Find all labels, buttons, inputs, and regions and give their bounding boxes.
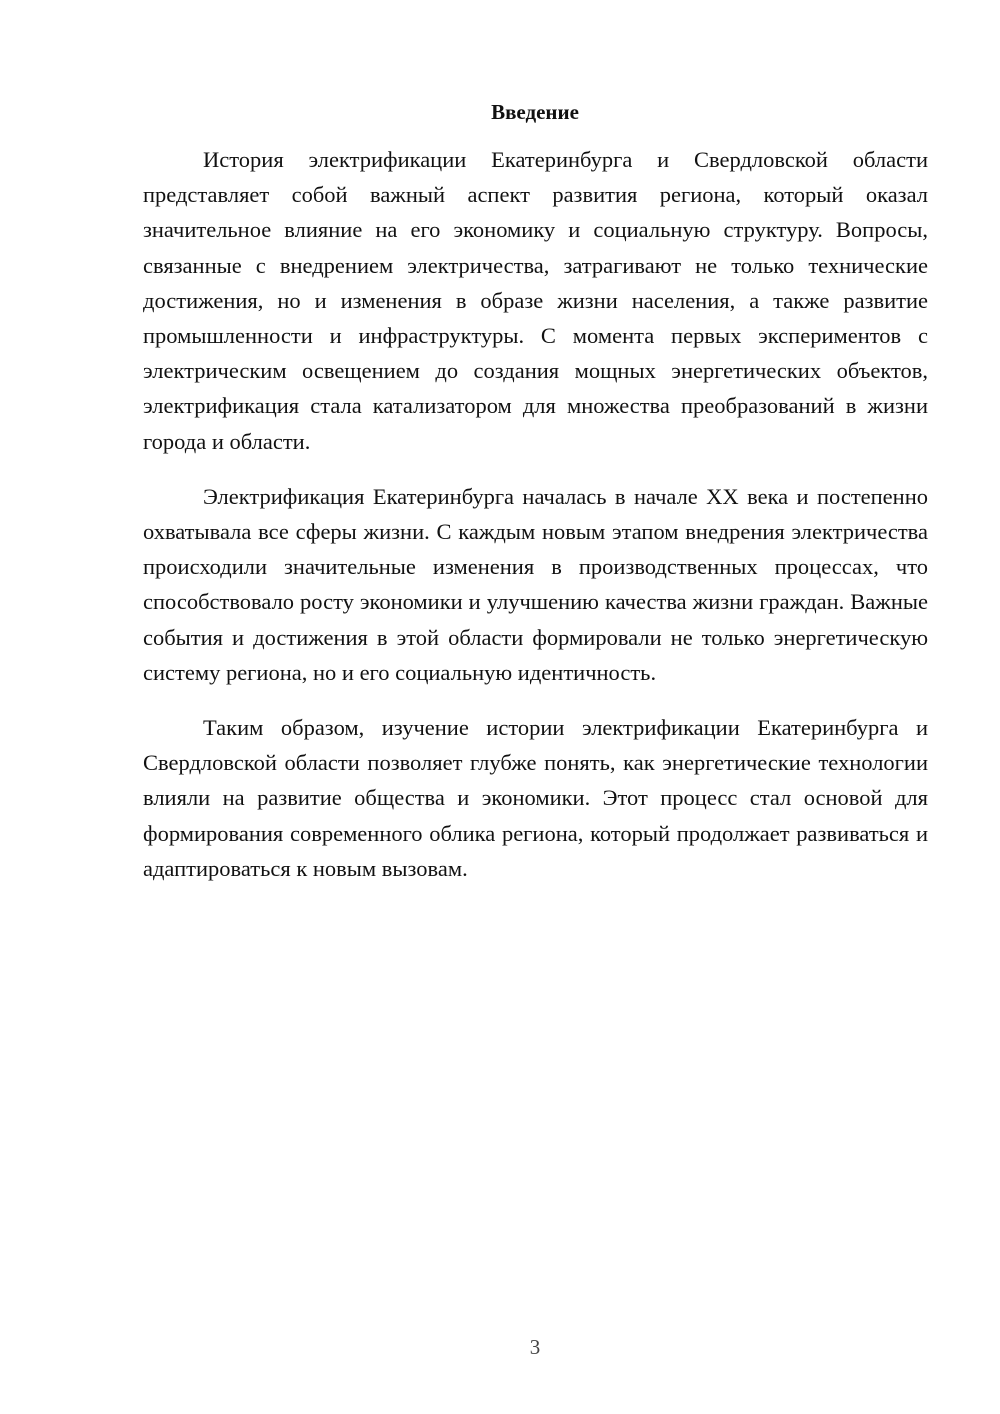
section-heading: Введение	[491, 100, 579, 124]
paragraph-3: Таким образом, изучение истории электрификации Екатеринбурга и Свердловской области позволяет глубже понять, как энергетические технологии влияли на развитие общества и экономики. Этот процесс стал основой для формирования современного облика региона, который продолжает развиваться и адаптироваться к новым вызовам.	[143, 715, 928, 881]
paragraph-1: История электрификации Екатеринбурга и Свердловской области представляет собой важный аспект развития региона, который оказал значительное влияние на его экономику и социальную структуру. Вопросы, связанные с внедрением электричества, затрагивают не только технические достижения, но и изменения в образе жизни населения, а также развитие промышленности и инфраструктуры. С момента первых экспериментов с электрическим освещением до создания мощных энергетических объектов, электрификация стала катализатором для множества преобразований в жизни города и области.	[143, 147, 928, 454]
paragraph-2: Электрификация Екатеринбурга началась в начале XX века и постепенно охватывала все сферы жизни. С каждым новым этапом внедрения электричества происходили значительные изменения в производственных процессах, что способствовало росту экономики и улучшению качества жизни граждан. Важные события и достижения в этой области формировали не только энергетическую систему региона, но и его социальную идентичность.	[143, 483, 928, 685]
body-text	[143, 142, 928, 906]
page-number: 3	[529, 1335, 541, 1359]
